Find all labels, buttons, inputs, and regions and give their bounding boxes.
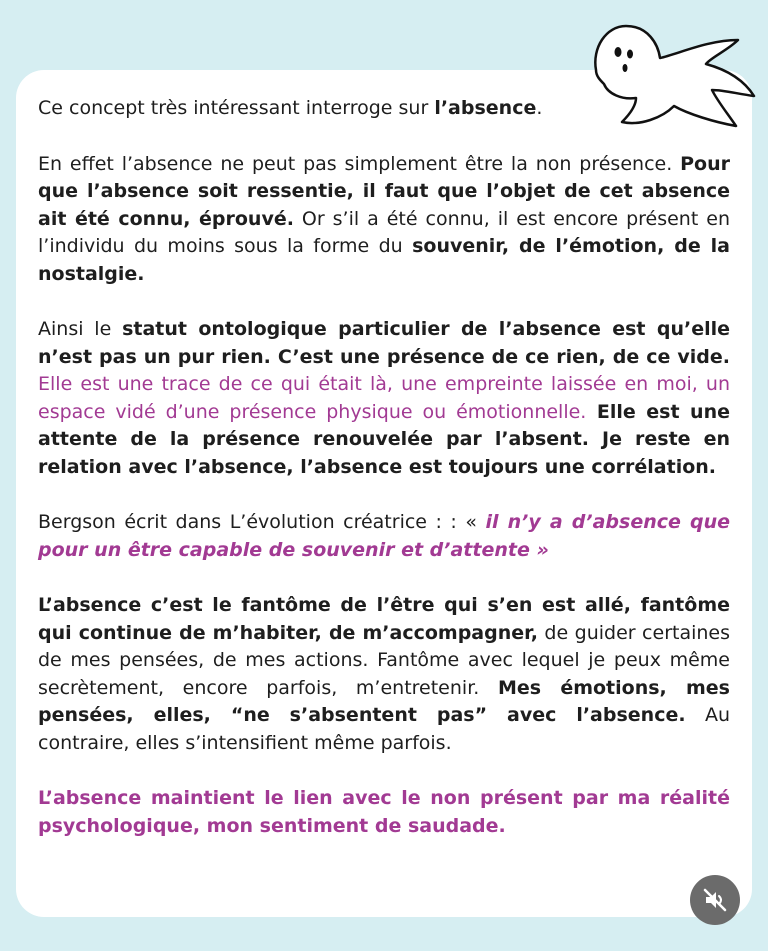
article-body — [38, 95, 730, 840]
text: de guider certaines de mes pensées, de mes actions. Fantôme avec lequel je peux même secrètement, encore parfois, m’entretenir. — [38, 621, 731, 699]
text: Or s’il a été connu, il est encore présent en l’individu du moins sous la forme du — [38, 207, 730, 257]
text-bold: statut ontologique particulier de l’absence est qu’elle n’est pas un pur rien. C’est une présence de ce rien, de ce vide. — [38, 318, 730, 368]
mute-button[interactable] — [690, 875, 740, 925]
paragraph-presence — [38, 151, 730, 289]
paragraph-ontology — [38, 316, 730, 481]
text-bold: l’absence — [434, 97, 537, 119]
text-bold: souvenir, de l’émotion, de la nostalgie. — [38, 235, 730, 285]
paragraph-conclusion: L’absence maintient le lien avec le non présent par ma réalité psychologique, mon sentiment de saudade. — [38, 787, 730, 837]
text-bold: Elle est une attente de la présence renouvelée par l’absent. Je reste en relation avec l’absence, l’absence est toujours une corrélation. — [38, 400, 730, 478]
speaker-muted-icon — [701, 886, 729, 914]
paragraph-intro — [38, 95, 730, 123]
text-bold: Pour que l’absence soit ressentie, il faut que l’objet de cet absence ait été connu, éprouvé. — [38, 152, 730, 230]
text-bold: Mes émotions, mes pensées, elles, “ne s’absentent pas” avec l’absence. — [38, 676, 730, 726]
text: Ainsi le — [38, 318, 123, 340]
text: . — [536, 97, 543, 119]
text: Bergson écrit dans L’évolution créatrice : : « — [38, 511, 486, 533]
quote: il n’y a d’absence que pour un être capable de souvenir et d’attente » — [38, 511, 731, 561]
text: En effet l’absence ne peut pas simplement être la non présence. — [38, 152, 681, 175]
paragraph-ghost — [38, 592, 730, 757]
text-bold: L’absence c’est le fantôme de l’être qui s’en est allé, fantôme qui continue de m’habiter, de m’accompagner, — [38, 594, 730, 644]
paragraph-bergson — [38, 509, 730, 564]
text-highlight: Elle est une trace de ce qui était là, une empreinte laissée en moi, un espace vidé d’une présence physique ou émotionnelle. — [38, 373, 730, 423]
text: Au contraire, elles s’intensifient même parfois. — [38, 704, 730, 754]
text: Ce concept très intéressant interroge sur — [38, 97, 435, 119]
